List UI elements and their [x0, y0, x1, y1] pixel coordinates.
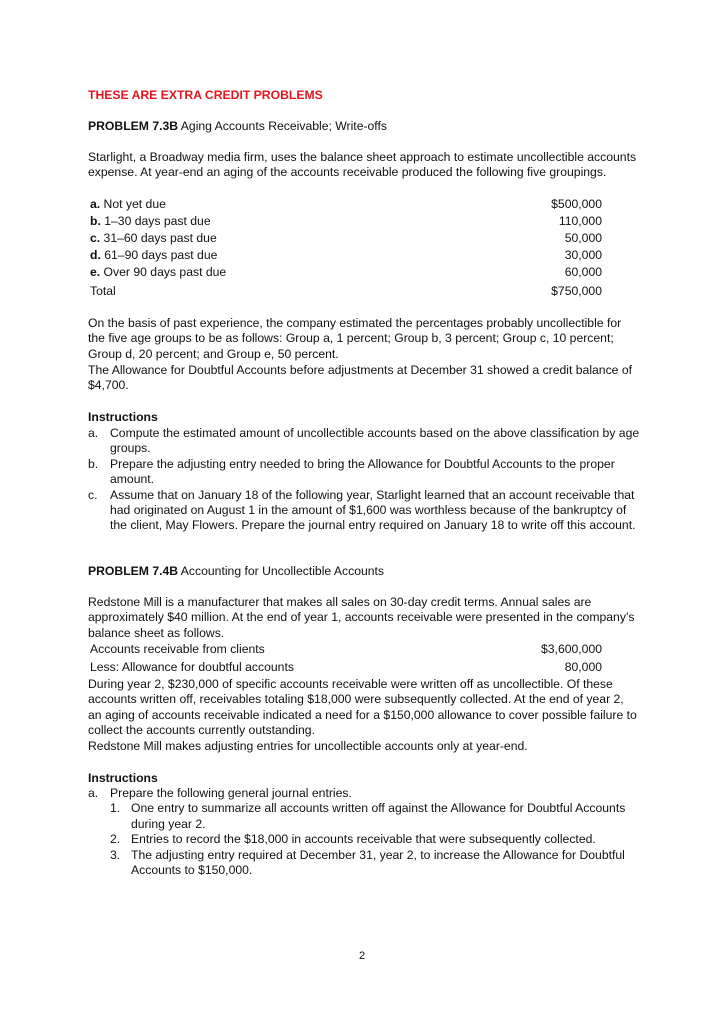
- problem-7-4b-intro: Redstone Mill is a manufacturer that makes all sales on 30-day credit terms. Annual sales are approximately $40 million. At the end of year 1, accounts receivable were presented in the company’s balance sheet as follows.: [88, 595, 635, 640]
- receivables-label: Less: Allowance for doubtful accounts: [90, 660, 294, 674]
- aging-letter: e.: [90, 265, 101, 279]
- problem-7-3b-intro: Starlight, a Broadway media firm, uses the balance sheet approach to estimate uncollectible accounts expense. At year-end an aging of the accounts receivable produced the following five groupings.: [88, 150, 637, 180]
- instruction-item: [88, 457, 640, 488]
- aging-letter: a.: [90, 197, 101, 211]
- instruction-text: Assume that on January 18 of the following year, Starlight learned that an account receivable that had originated on August 1 in the amount of $1,600 was worthless because of the bankruptcy of the client, May Flowers. Prepare the journal entry required on January 18 to write off this account.: [110, 487, 636, 533]
- receivables-row: [90, 660, 602, 676]
- instructions-list: [88, 426, 640, 534]
- aging-label: 1–30 days past due: [100, 214, 211, 228]
- instruction-text: Compute the estimated amount of uncollectible accounts based on the above classification by age groups.: [110, 426, 640, 456]
- instructions-list-2: [88, 786, 640, 878]
- instruction-marker: a.: [88, 786, 99, 800]
- journal-entry-text: Entries to record the $18,000 in accounts receivable that were subsequently collected.: [131, 832, 596, 847]
- journal-entry-marker: 3.: [110, 847, 121, 862]
- instructions-heading-2-text: Instructions: [88, 771, 158, 785]
- aging-label: Over 90 days past due: [100, 265, 227, 279]
- receivables-amount: $3,600,000: [541, 642, 602, 656]
- aging-total-amount: $750,000: [551, 284, 602, 298]
- instruction-marker: a.: [88, 426, 99, 440]
- aging-label: 31–60 days past due: [100, 231, 217, 245]
- problem-7-3b-label: PROBLEM 7.3B: [88, 119, 179, 133]
- instruction-item: [88, 488, 640, 534]
- journal-entry-item: [88, 832, 640, 847]
- problem-7-4b-label: PROBLEM 7.4B: [88, 564, 179, 578]
- instruction-marker: c.: [88, 487, 98, 502]
- receivables-label: Accounts receivable from clients: [90, 642, 265, 656]
- aging-row: [90, 248, 602, 264]
- instructions-heading-2: [88, 771, 158, 786]
- aging-amount: $500,000: [551, 197, 602, 211]
- journal-entry-item: [88, 801, 640, 832]
- aging-letter: d.: [90, 248, 101, 262]
- problem-7-3b-allowance: The Allowance for Doubtful Accounts before adjustments at December 31 showed a credit balance of $4,700.: [88, 363, 633, 393]
- aging-row: [90, 214, 602, 230]
- problem-7-4b-adjusting: Redstone Mill makes adjusting entries for uncollectible accounts only at year-end.: [88, 739, 528, 753]
- aging-total-row: [90, 284, 602, 300]
- instruction-text: Prepare the following general journal entries.: [110, 786, 352, 800]
- aging-row: [90, 197, 602, 213]
- instruction-text: Prepare the adjusting entry needed to bring the Allowance for Doubtful Accounts to the proper amount.: [110, 456, 615, 487]
- extra-credit-banner: THESE ARE EXTRA CREDIT PROBLEMS: [88, 88, 323, 102]
- journal-entry-text: One entry to summarize all accounts written off against the Allowance for Doubtful Accounts during year 2.: [131, 801, 626, 831]
- page-number: 2: [358, 950, 366, 962]
- aging-amount: 110,000: [558, 214, 602, 228]
- aging-amount: 30,000: [564, 248, 602, 262]
- aging-letter: b.: [90, 214, 101, 228]
- aging-row: [90, 231, 602, 247]
- aging-label: 61–90 days past due: [100, 248, 218, 262]
- aging-row: [90, 265, 602, 281]
- instruction-item: [88, 426, 640, 457]
- journal-entry-marker: 2.: [110, 832, 121, 847]
- receivables-row: [90, 642, 602, 658]
- instructions-heading: [88, 410, 158, 425]
- problem-7-4b-during: During year 2, $230,000 of specific accounts receivable were written off as uncollectible. Of these accounts written off, receivables totaling $18,000 were subsequently collected. At the end of year 2, an aging of accounts receivable indicated a need for a $150,000 allowance to cover possible failure to collect the accounts currently outstanding.: [88, 677, 637, 738]
- aging-label: Not yet due: [100, 197, 166, 211]
- problem-7-3b-heading: [88, 119, 387, 134]
- instruction-marker: b.: [88, 456, 99, 471]
- aging-letter: c.: [90, 231, 101, 245]
- receivables-amount: 80,000: [564, 660, 602, 674]
- problem-7-4b-title: Accounting for Uncollectible Accounts: [178, 564, 385, 578]
- journal-entry-marker: 1.: [110, 801, 121, 816]
- journal-entry-text: The adjusting entry required at December 31, year 2, to increase the Allowance for Doubtful Accounts to $150,000.: [131, 847, 625, 878]
- instruction-item: [88, 786, 640, 801]
- aging-amount: 60,000: [564, 265, 602, 279]
- aging-amount: 50,000: [564, 231, 602, 245]
- aging-total-label: Total: [90, 284, 116, 298]
- problem-7-3b-title: Aging Accounts Receivable; Write-offs: [178, 119, 387, 133]
- problem-7-4b-heading: [88, 564, 384, 579]
- journal-entry-item: [88, 848, 640, 879]
- problem-7-3b-basis: On the basis of past experience, the company estimated the percentages probably uncollectible for the five age groups to be as follows: Group a, 1 percent; Group b, 3 percent; Group c, 10 percent; Group d, 20 percent; and Group e, 50 percent.: [88, 316, 622, 361]
- instructions-heading-text: Instructions: [88, 410, 158, 424]
